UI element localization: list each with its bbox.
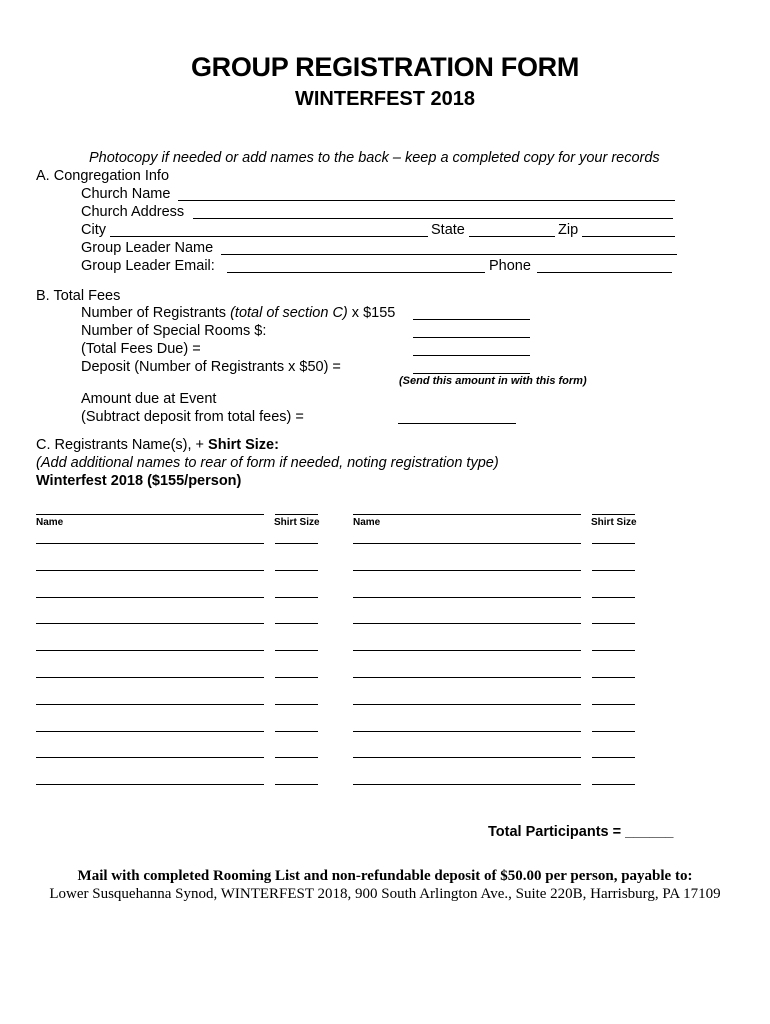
- shirt-size-field[interactable]: [592, 677, 635, 678]
- num-registrants-price: x $155: [351, 305, 396, 321]
- registrant-name-field[interactable]: [36, 650, 264, 651]
- shirt-size-field[interactable]: [275, 650, 318, 651]
- group-leader-email-label: Group Leader Email:: [81, 258, 215, 274]
- registrant-name-field[interactable]: [353, 597, 581, 598]
- state-label: State: [431, 222, 465, 238]
- registrant-name-field[interactable]: [353, 757, 581, 758]
- registrant-name-field[interactable]: [36, 731, 264, 732]
- registrant-name-field[interactable]: [353, 623, 581, 624]
- shirt-size-field[interactable]: [275, 597, 318, 598]
- amount-due-field[interactable]: [398, 423, 516, 424]
- city-label: City: [81, 222, 106, 238]
- amount-due-label: Amount due at Event: [81, 391, 217, 407]
- section-c-note: (Add additional names to rear of form if needed, noting registration type): [36, 455, 499, 471]
- church-address-field[interactable]: [193, 218, 673, 219]
- num-registrants-label: [81, 305, 395, 321]
- section-c-heading-text: C. Registrants Name(s), +: [36, 437, 205, 453]
- registrant-name-field[interactable]: [353, 784, 581, 785]
- shirt-size-field[interactable]: [592, 543, 635, 544]
- shirt-size-field[interactable]: [275, 677, 318, 678]
- mailing-address: Lower Susquehanna Synod, WINTERFEST 2018, 900 South Arlington Ave., Suite 220B, Harrisburg, PA 17109: [49, 886, 721, 902]
- registrant-name-field[interactable]: [36, 597, 264, 598]
- shirt-size-field[interactable]: [275, 784, 318, 785]
- registrant-name-field[interactable]: [353, 731, 581, 732]
- shirt-size-field[interactable]: [592, 597, 635, 598]
- mail-instructions: Mail with completed Rooming List and non-refundable deposit of $50.00 per person, payable to:: [77, 868, 693, 884]
- phone-field[interactable]: [537, 272, 672, 273]
- send-note: (Send this amount in with this form): [399, 375, 587, 387]
- church-name-field[interactable]: [178, 200, 675, 201]
- shirt-size-field[interactable]: [275, 623, 318, 624]
- total-fees-label: (Total Fees Due) =: [81, 341, 201, 357]
- group-leader-email-field[interactable]: [227, 272, 485, 273]
- num-registrants-text: Number of Registrants: [81, 305, 227, 321]
- subtract-label: (Subtract deposit from total fees) =: [81, 409, 304, 425]
- shirt-size-field[interactable]: [592, 650, 635, 651]
- header-line: [592, 514, 635, 515]
- shirt-size-field[interactable]: [275, 731, 318, 732]
- state-field[interactable]: [469, 236, 555, 237]
- total-participants: Total Participants = ______: [488, 824, 674, 840]
- section-a-heading: A. Congregation Info: [36, 168, 170, 184]
- church-name-label: Church Name: [81, 186, 171, 202]
- total-fees-field[interactable]: [413, 355, 530, 356]
- registrant-name-field[interactable]: [353, 650, 581, 651]
- deposit-label: Deposit (Number of Registrants x $50) =: [81, 359, 341, 375]
- section-c-heading: [36, 437, 279, 453]
- registrant-name-field[interactable]: [353, 543, 581, 544]
- num-registrants-note: (total of section C): [230, 305, 348, 321]
- deposit-field[interactable]: [413, 373, 530, 374]
- group-leader-name-label: Group Leader Name: [81, 240, 214, 256]
- special-rooms-field[interactable]: [413, 337, 530, 338]
- instructions: Photocopy if needed or add names to the back – keep a completed copy for your records: [89, 150, 660, 166]
- header-line: [36, 514, 264, 515]
- registrant-name-field[interactable]: [36, 677, 264, 678]
- registrant-name-field[interactable]: [36, 543, 264, 544]
- registrant-name-field[interactable]: [36, 704, 264, 705]
- registrant-name-field[interactable]: [353, 570, 581, 571]
- registrant-name-field[interactable]: [36, 623, 264, 624]
- shirt-size-field[interactable]: [275, 704, 318, 705]
- church-address-label: Church Address: [81, 204, 185, 220]
- col-shirt-header-right: Shirt Size: [591, 517, 637, 528]
- shirt-size-field[interactable]: [592, 784, 635, 785]
- event-line: Winterfest 2018 ($155/person): [36, 473, 242, 489]
- shirt-size-field[interactable]: [275, 543, 318, 544]
- registrant-name-field[interactable]: [36, 784, 264, 785]
- shirt-size-field[interactable]: [592, 623, 635, 624]
- city-field[interactable]: [110, 236, 428, 237]
- num-registrants-field[interactable]: [413, 319, 530, 320]
- shirt-size-field[interactable]: [592, 757, 635, 758]
- form-subtitle: WINTERFEST 2018: [294, 88, 476, 110]
- section-c-heading-bold: Shirt Size:: [208, 437, 279, 453]
- shirt-size-field[interactable]: [275, 757, 318, 758]
- group-leader-name-field[interactable]: [221, 254, 677, 255]
- registrant-name-field[interactable]: [353, 704, 581, 705]
- col-shirt-header-left: Shirt Size: [274, 517, 320, 528]
- zip-field[interactable]: [582, 236, 675, 237]
- header-line: [353, 514, 581, 515]
- shirt-size-field[interactable]: [592, 570, 635, 571]
- shirt-size-field[interactable]: [275, 570, 318, 571]
- registrant-name-field[interactable]: [353, 677, 581, 678]
- header-line: [275, 514, 318, 515]
- special-rooms-label: Number of Special Rooms $:: [81, 323, 267, 339]
- phone-label: Phone: [489, 258, 531, 274]
- registrant-name-field[interactable]: [36, 757, 264, 758]
- section-b-heading: B. Total Fees: [36, 288, 121, 304]
- col-name-header-right: Name: [353, 517, 381, 528]
- col-name-header-left: Name: [36, 517, 64, 528]
- zip-label: Zip: [558, 222, 579, 238]
- registrant-name-field[interactable]: [36, 570, 264, 571]
- shirt-size-field[interactable]: [592, 731, 635, 732]
- shirt-size-field[interactable]: [592, 704, 635, 705]
- form-title: GROUP REGISTRATION FORM: [190, 52, 580, 82]
